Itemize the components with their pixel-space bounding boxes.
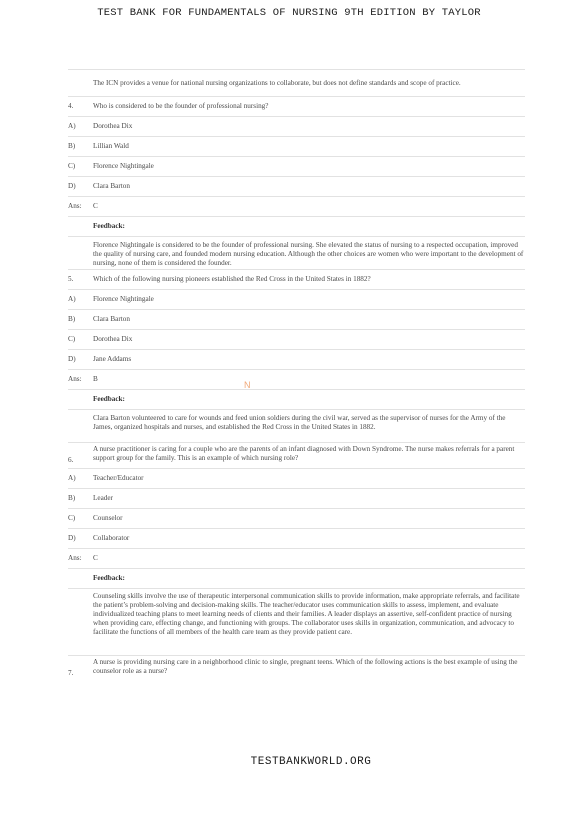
answer-label: Ans: [68,375,82,383]
option-label: B) [68,494,76,502]
question-number: 6. [68,456,74,464]
option-text: Teacher/Educator [93,474,144,482]
question-number: 4. [68,102,74,110]
page-header: TEST BANK FOR FUNDAMENTALS OF NURSING 9TH EDITION BY TAYLOR [97,7,481,19]
option-row [68,289,525,309]
option-row [68,468,525,488]
option-text: Florence Nightingale [93,162,154,170]
option-label: D) [68,534,76,542]
feedback-heading: Feedback: [93,574,125,582]
feedback-heading: Feedback: [93,395,125,403]
answer-row [68,369,525,389]
question-number: 7. [68,669,74,677]
question-row [68,655,525,681]
option-text: Counselor [93,514,123,522]
option-row [68,156,525,176]
option-label: A) [68,474,76,482]
answer-label: Ans: [68,554,82,562]
feedback-row [68,409,525,442]
option-row [68,488,525,508]
option-row [68,136,525,156]
option-row [68,508,525,528]
feedback-text: Counseling skills involve the use of therapeutic interpersonal communication skills to provide information, make appropriate referrals, and facilitate the patient’s problem-solving and decision-making skills. The teacher/educator uses communication skills to assess, implement, and evaluate individualized teaching plans to meet learning needs of clients and their families. A leader displays an assertive, self-confident practice of nursing when providing care, effecting change, and functioning with groups. The collaborator uses skills in organization, communication, and advocacy to facilitate the functions of all members of the health care team as they provide patient care. [93,592,520,636]
question-text: A nurse practitioner is caring for a couple who are the parents of an infant diagnosed with Down Syndrome. The nurse makes referrals for a parent support group for the family. This is an example of which nursing role? [93,445,515,462]
feedback-heading-row [68,568,525,588]
option-label: C) [68,514,76,522]
option-label: D) [68,355,76,363]
answer-text: C [93,554,98,562]
option-label: D) [68,182,76,190]
question-text: Who is considered to be the founder of professional nursing? [93,102,269,110]
option-label: A) [68,122,76,130]
option-label: C) [68,335,76,343]
option-text: Dorothea Dix [93,335,133,343]
option-row [68,176,525,196]
feedback-text: Florence Nightingale is considered to be the founder of professional nursing. She elevated the status of nursing to a respected occupation, improved the quality of nursing care, and founded modern nursing education. Although the other choices are women who were important to the development of nursing, none of them is considered the founder. [93,241,524,267]
option-text: Collaborator [93,534,130,542]
watermark-letter: N [244,380,251,390]
feedback-row [68,588,525,655]
feedback-heading: Feedback: [93,222,125,230]
option-label: B) [68,142,76,150]
question-table [68,69,525,681]
question-row [68,96,525,116]
question-text: A nurse is providing nursing care in a neighborhood clinic to single, pregnant teens. Which of the following actions is the best example of using the counselor role as a nurse? [93,658,518,675]
table-row [68,69,525,96]
option-label: A) [68,295,76,303]
row-text: The ICN provides a venue for national nursing organizations to collaborate, but does not define standards and scope of practice. [93,78,461,87]
question-text: Which of the following nursing pioneers established the Red Cross in the United States in 1882? [93,275,371,283]
feedback-heading-row [68,216,525,236]
feedback-text: Clara Barton volunteered to care for wounds and feed union soldiers during the civil war, served as the supervisor of nurses for the Army of the James, organized hospitals and nurses, and established the Red Cross in the United States in 1882. [93,414,506,431]
answer-text: C [93,202,98,210]
option-text: Jane Addams [93,355,132,363]
answer-row [68,548,525,568]
option-row [68,329,525,349]
option-label: C) [68,162,76,170]
answer-text: B [93,375,98,383]
option-label: B) [68,315,76,323]
question-number: 5. [68,275,74,283]
option-text: Clara Barton [93,315,130,323]
option-row [68,309,525,329]
question-row [68,269,525,289]
feedback-heading-row [68,389,525,409]
feedback-row [68,236,525,269]
option-row [68,349,525,369]
page-footer: TESTBANKWORLD.ORG [250,756,372,768]
question-row [68,442,525,468]
option-text: Florence Nightingale [93,295,154,303]
answer-row [68,196,525,216]
option-text: Lillian Wald [93,142,129,150]
option-text: Leader [93,494,113,502]
option-text: Dorothea Dix [93,122,133,130]
option-text: Clara Barton [93,182,130,190]
option-row [68,528,525,548]
option-row [68,116,525,136]
answer-label: Ans: [68,202,82,210]
